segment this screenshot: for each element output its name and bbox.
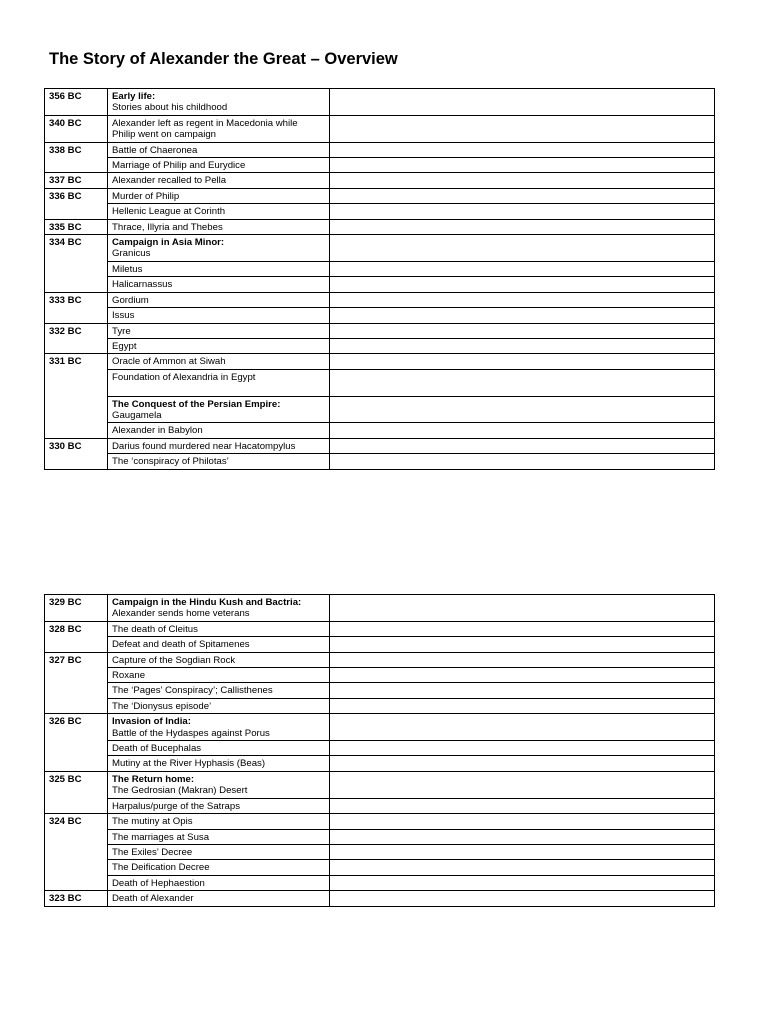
notes-cell [330, 261, 715, 276]
notes-cell [330, 891, 715, 906]
notes-cell [330, 142, 715, 157]
table-row [45, 308, 715, 323]
year-cell: 356 BC [45, 89, 108, 116]
year-cell: 328 BC [45, 621, 108, 652]
event-line: Defeat and death of Spitamenes [112, 639, 250, 651]
table-row [45, 860, 715, 875]
event-cell [108, 454, 330, 469]
table-row [45, 261, 715, 276]
notes-cell [330, 714, 715, 741]
notes-cell [330, 798, 715, 813]
event-cell [108, 292, 330, 307]
year-cell: 325 BC [45, 771, 108, 813]
year-cell: 334 BC [45, 235, 108, 293]
notes-cell [330, 844, 715, 859]
notes-cell [330, 771, 715, 798]
event-cell [108, 115, 330, 142]
table-row [45, 142, 715, 157]
table-row [45, 204, 715, 219]
event-line: Gordium [112, 294, 149, 306]
notes-cell [330, 396, 715, 423]
event-cell [108, 621, 330, 636]
event-line: Mutiny at the River Hyphasis (Beas) [112, 758, 266, 770]
timeline-table-1 [44, 88, 715, 470]
event-cell [108, 323, 330, 338]
table-row [45, 844, 715, 859]
event-cell [108, 844, 330, 859]
event-cell [108, 668, 330, 683]
notes-cell [330, 454, 715, 469]
notes-cell [330, 741, 715, 756]
table-row [45, 292, 715, 307]
event-line: Roxane [112, 670, 146, 682]
event-line: Death of Hephaestion [112, 877, 205, 889]
event-cell [108, 860, 330, 875]
notes-cell [330, 637, 715, 652]
event-heading: Invasion of India: [112, 716, 191, 728]
event-line: Halicarnassus [112, 279, 173, 291]
event-cell [108, 714, 330, 741]
notes-cell [330, 756, 715, 771]
notes-cell [330, 668, 715, 683]
timeline-table-2 [44, 594, 715, 907]
event-line: Oracle of Ammon at Siwah [112, 356, 226, 368]
table-row [45, 323, 715, 338]
event-cell [108, 756, 330, 771]
event-line: Alexander in Babylon [112, 425, 203, 437]
event-cell [108, 652, 330, 667]
event-cell [108, 771, 330, 798]
event-line: Alexander left as regent in Macedonia while [112, 117, 298, 129]
notes-cell [330, 204, 715, 219]
event-line: Battle of Chaeronea [112, 144, 198, 156]
notes-cell [330, 338, 715, 353]
event-line: The marriages at Susa [112, 831, 210, 843]
event-cell [108, 891, 330, 906]
notes-cell [330, 188, 715, 203]
notes-cell [330, 814, 715, 829]
table-row [45, 875, 715, 890]
event-line: Hellenic League at Corinth [112, 206, 226, 218]
event-line: Battle of the Hydaspes against Porus [112, 727, 270, 739]
notes-cell [330, 438, 715, 453]
table-row [45, 173, 715, 188]
year-cell: 324 BC [45, 814, 108, 891]
event-line: Murder of Philip [112, 190, 180, 202]
table-row [45, 637, 715, 652]
year-cell: 331 BC [45, 354, 108, 438]
event-cell [108, 235, 330, 262]
year-cell: 323 BC [45, 891, 108, 906]
event-cell [108, 423, 330, 438]
table-row [45, 338, 715, 353]
notes-cell [330, 219, 715, 234]
notes-cell [330, 235, 715, 262]
event-line: Harpalus/purge of the Satraps [112, 800, 240, 812]
table-row [45, 714, 715, 741]
notes-cell [330, 115, 715, 142]
event-line: The Exiles’ Decree [112, 846, 193, 858]
event-heading: Campaign in Asia Minor: [112, 237, 225, 249]
table-row [45, 652, 715, 667]
table-row [45, 369, 715, 396]
table-row [45, 188, 715, 203]
year-cell: 340 BC [45, 115, 108, 142]
event-cell [108, 277, 330, 292]
table-row [45, 771, 715, 798]
table-row [45, 235, 715, 262]
notes-cell [330, 621, 715, 636]
event-cell [108, 308, 330, 323]
event-heading: The Return home: [112, 773, 195, 785]
notes-cell [330, 292, 715, 307]
notes-cell [330, 89, 715, 116]
notes-cell [330, 829, 715, 844]
event-line: Death of Alexander [112, 893, 194, 905]
table-row [45, 438, 715, 453]
event-heading: Campaign in the Hindu Kush and Bactria: [112, 597, 302, 608]
year-cell: 336 BC [45, 188, 108, 219]
event-cell [108, 798, 330, 813]
notes-cell [330, 277, 715, 292]
table-row [45, 683, 715, 698]
table-row [45, 621, 715, 636]
event-cell [108, 261, 330, 276]
event-line: The ‘Dionysus episode’ [112, 700, 212, 712]
event-cell [108, 158, 330, 173]
event-cell [108, 741, 330, 756]
event-line: The mutiny at Opis [112, 816, 193, 828]
event-cell [108, 338, 330, 353]
table-row [45, 354, 715, 369]
event-cell [108, 595, 330, 622]
year-cell: 327 BC [45, 652, 108, 714]
notes-cell [330, 323, 715, 338]
event-line: Tyre [112, 325, 131, 337]
notes-cell [330, 652, 715, 667]
event-cell [108, 875, 330, 890]
event-line: Stories about his childhood [112, 102, 228, 114]
event-line: Alexander sends home veterans [112, 608, 250, 620]
table-row [45, 668, 715, 683]
year-cell: 329 BC [45, 595, 108, 622]
table-row [45, 891, 715, 906]
table-row [45, 396, 715, 423]
event-line: Marriage of Philip and Eurydice [112, 160, 246, 172]
event-cell [108, 438, 330, 453]
event-line: Death of Bucephalas [112, 743, 202, 755]
event-line: The ‘Pages’ Conspiracy’; Callisthenes [112, 685, 273, 697]
event-line: Granicus [112, 248, 151, 260]
notes-cell [330, 354, 715, 369]
notes-cell [330, 683, 715, 698]
event-cell [108, 89, 330, 116]
event-line: The death of Cleitus [112, 623, 198, 635]
event-line [112, 383, 325, 394]
event-cell [108, 354, 330, 369]
table-row [45, 829, 715, 844]
table-row [45, 158, 715, 173]
notes-cell [330, 423, 715, 438]
table-row [45, 423, 715, 438]
event-line: The ‘conspiracy of Philotas’ [112, 456, 229, 468]
year-cell: 337 BC [45, 173, 108, 188]
event-cell [108, 188, 330, 203]
event-heading: The Conquest of the Persian Empire: [112, 398, 281, 410]
table-row [45, 798, 715, 813]
table-row [45, 741, 715, 756]
notes-cell [330, 369, 715, 396]
event-line: Gaugamela [112, 409, 162, 421]
notes-cell [330, 595, 715, 622]
notes-cell [330, 860, 715, 875]
event-line: Darius found murdered near Hacatompylus [112, 440, 296, 452]
notes-cell [330, 308, 715, 323]
event-cell [108, 219, 330, 234]
event-heading: Early life: [112, 91, 156, 102]
event-line: Capture of the Sogdian Rock [112, 654, 236, 666]
table-row [45, 219, 715, 234]
year-cell: 338 BC [45, 142, 108, 173]
event-line: Issus [112, 310, 135, 322]
event-cell [108, 142, 330, 157]
table-row [45, 454, 715, 469]
event-line: The Deification Decree [112, 862, 210, 874]
event-line: Egypt [112, 340, 137, 352]
table-row [45, 277, 715, 292]
table-row [45, 814, 715, 829]
notes-cell [330, 158, 715, 173]
event-cell [108, 204, 330, 219]
notes-cell [330, 875, 715, 890]
table-row [45, 756, 715, 771]
event-line: Alexander recalled to Pella [112, 175, 227, 187]
year-cell: 335 BC [45, 219, 108, 234]
event-line: Thrace, Illyria and Thebes [112, 221, 223, 233]
event-cell [108, 173, 330, 188]
event-line: Miletus [112, 263, 143, 275]
event-line: Philip went on campaign [112, 129, 216, 141]
notes-cell [330, 173, 715, 188]
event-cell [108, 637, 330, 652]
page-title: The Story of Alexander the Great – Overview [49, 50, 398, 68]
event-cell [108, 829, 330, 844]
event-cell [108, 698, 330, 713]
notes-cell [330, 698, 715, 713]
event-cell [108, 814, 330, 829]
year-cell: 326 BC [45, 714, 108, 772]
event-cell [108, 683, 330, 698]
year-cell: 330 BC [45, 438, 108, 469]
event-line: Foundation of Alexandria in Egypt [112, 371, 256, 383]
event-line: The Gedrosian (Makran) Desert [112, 785, 248, 797]
event-cell [108, 369, 330, 396]
year-cell: 333 BC [45, 292, 108, 323]
table-row [45, 89, 715, 116]
event-cell [108, 396, 330, 423]
table-row [45, 595, 715, 622]
table-row [45, 115, 715, 142]
year-cell: 332 BC [45, 323, 108, 354]
table-row [45, 698, 715, 713]
